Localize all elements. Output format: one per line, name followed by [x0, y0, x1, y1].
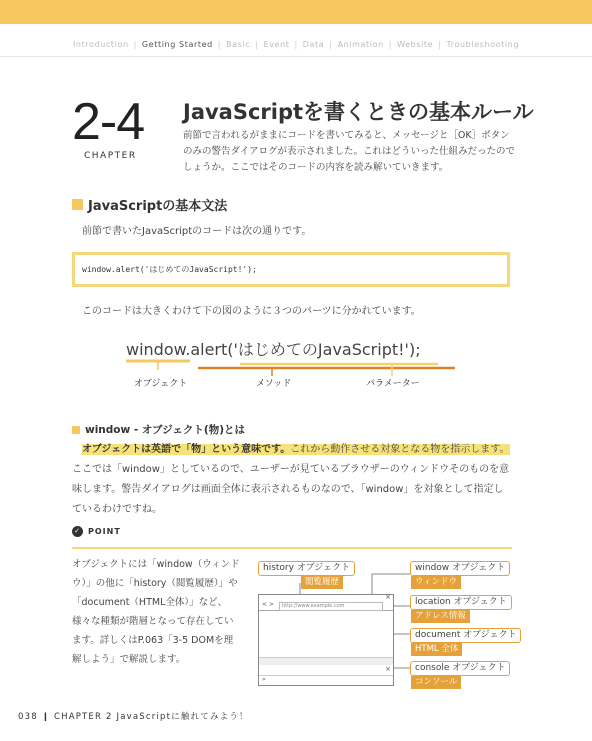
diagram-parameter: 'はじめてのJavaScript!' — [233, 340, 409, 359]
nav-item-animation[interactable]: Animation — [337, 40, 384, 49]
chapter-nav: Introduction | Getting Started | Basic | Event | Data | Animation | Website | Troubleshooting — [72, 40, 520, 49]
check-icon: ✓ — [72, 526, 83, 537]
page-title: JavaScriptを書くときの基本ルール — [183, 100, 534, 124]
tag-window-desc: ウィンドウ — [411, 576, 461, 589]
chapter-number: 2-4 — [72, 93, 145, 151]
section-paragraph-1: 前節で書いたJavaScriptのコードは次の通りです。 — [82, 226, 312, 237]
footer-title: JavaScriptに触れてみよう！ — [116, 712, 249, 722]
page-footer — [18, 710, 249, 722]
tag-document: document オブジェクト — [410, 628, 521, 643]
section-heading: JavaScriptの基本文法 — [72, 195, 227, 214]
chapter-label: CHAPTER — [84, 151, 137, 161]
nav-item-introduction[interactable]: Introduction — [72, 40, 129, 49]
nav-item-getting-started[interactable]: Getting Started — [141, 40, 213, 49]
label-method: メソッド — [256, 379, 292, 389]
diagram-open-paren: ( — [227, 340, 234, 359]
intro-text: 前節で言われるがままにコードを書いてみると、メッセージと［OK］ボタンのみの警告ダイアログが表示されました。これはどういった仕組みだったのでしょうか。ここではそのコードの内容を読み解いていきます。 — [183, 130, 516, 173]
tag-document-desc: HTML 全体 — [411, 643, 462, 656]
highlight-sentence-2: これから動作させる対象となる物を指示します。 — [290, 444, 510, 455]
nav-item-data[interactable]: Data — [302, 40, 325, 49]
label-parameter: パラメーター — [366, 379, 420, 389]
diagram-dot: . — [185, 340, 191, 359]
subsection-body-text: ここでは「window」としているので、ユーザーが見ているブラウザーのウィンドウそのものを意味します。警告ダイアログは画面全体に表示されるものなので、「window」を対象として指定しているわけですね。 — [72, 464, 510, 515]
point-text: オブジェクトには「window（ウィンドウ）」の他に「history（閲覧履歴）」や「document（HTML全体）」など、様々な種類が階層となって存在しています。詳しくはP.063「3-5 DOMを理解しよう」で解説します。 — [72, 559, 240, 665]
footer-separator: ❙ — [41, 712, 51, 722]
tag-console-desc: コンソール — [411, 676, 461, 689]
code-text: window.alert('はじめてのJavaScript!'); — [82, 265, 257, 274]
diagram-close: ); — [408, 340, 421, 359]
tag-history-desc: 閲覧履歴 — [301, 576, 343, 589]
tag-history: history オブジェクト — [258, 561, 355, 576]
footer-chapter: CHAPTER 2 — [53, 712, 113, 722]
label-object: オブジェクト — [134, 379, 188, 389]
nav-item-troubleshooting[interactable]: Troubleshooting — [446, 40, 520, 49]
close-icon: × — [385, 593, 391, 601]
browser-url: http://www.example.com — [279, 602, 383, 611]
point-header: ✓ POINT — [72, 526, 121, 537]
diagram-object: window — [126, 340, 186, 359]
console-close-icon: × — [385, 665, 391, 673]
highlight-sentence-1: オブジェクトは英語で「物」という意味です。 — [82, 444, 291, 455]
browser-console-divider — [259, 675, 393, 676]
browser-illustration — [258, 594, 394, 686]
subsection-heading: window - オブジェクト(物)とは — [72, 422, 245, 437]
console-prompt-icon: » — [262, 676, 266, 683]
section-paragraph-2: このコードは大きくわけて下の図のように３つのパーツに分かれています。 — [82, 306, 421, 317]
tag-console: console オブジェクト — [410, 661, 510, 676]
nav-item-basic[interactable]: Basic — [226, 40, 251, 49]
nav-item-website[interactable]: Website — [397, 40, 434, 49]
browser-console-bar — [259, 657, 393, 665]
tag-window: window オブジェクト — [410, 561, 510, 576]
browser-nav-icon: < > — [262, 601, 274, 608]
tag-location-desc: アドレス情報 — [411, 610, 470, 623]
diagram-method: alert — [190, 340, 228, 359]
page-number: 038 — [18, 712, 38, 722]
tag-location: location オブジェクト — [410, 595, 512, 610]
nav-item-event[interactable]: Event — [263, 40, 290, 49]
